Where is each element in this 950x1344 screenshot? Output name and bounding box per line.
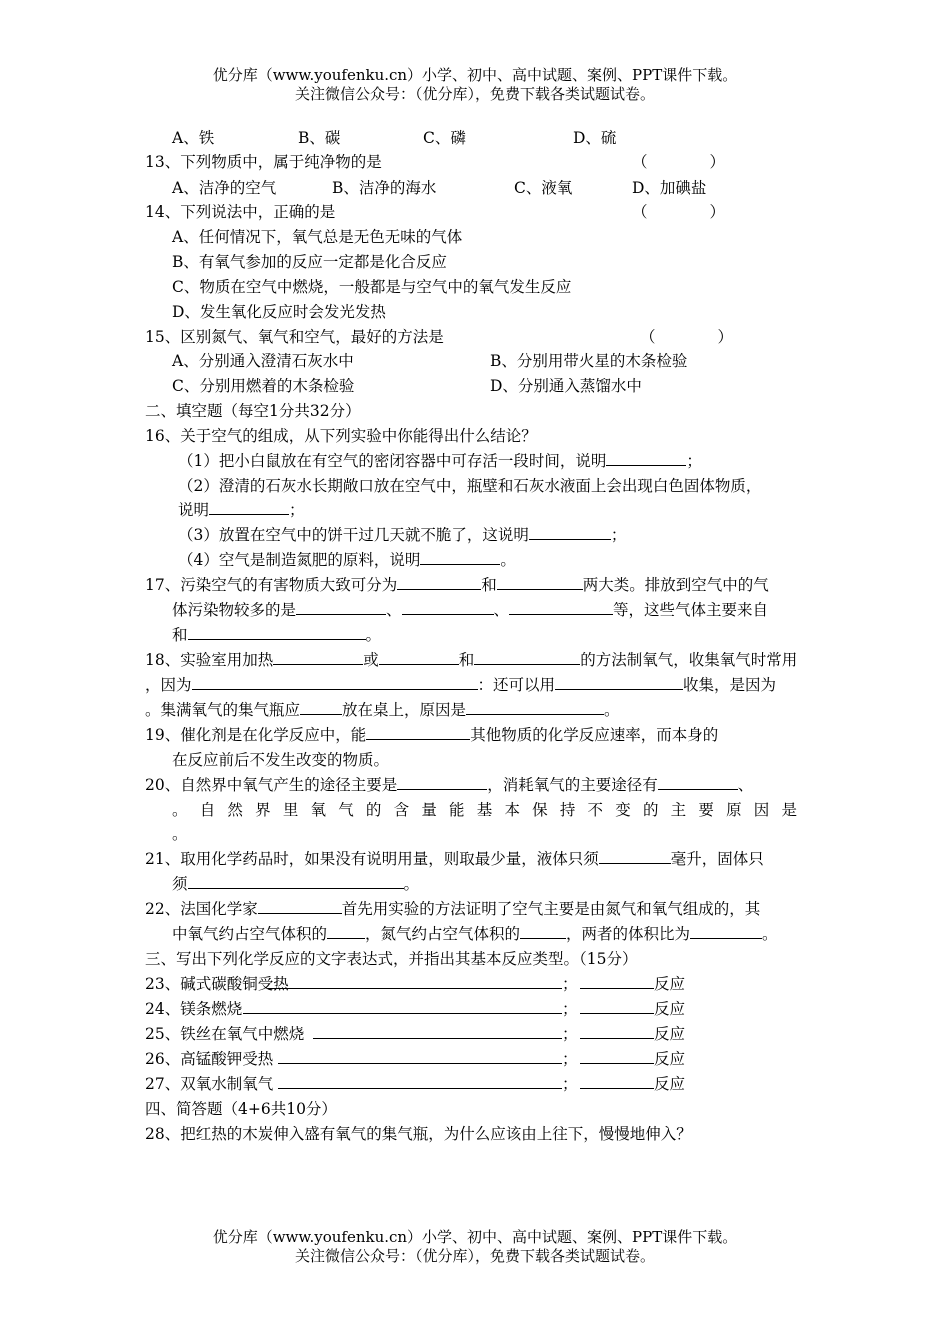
q17-text-c: 两大类。排放到空气中的气	[582, 576, 769, 594]
reaction-label: 24、镁条燃烧	[145, 1000, 243, 1018]
reaction-type-blank[interactable]	[580, 1088, 654, 1089]
q19-line2: 在反应前后不发生改变的物质。	[172, 751, 390, 769]
q18-line3	[145, 700, 620, 720]
reaction-sep: ；	[562, 1075, 578, 1093]
q13-option-b: B、洁净的海水	[332, 179, 437, 197]
q22-blank-2[interactable]	[327, 924, 365, 939]
q18-blank-7[interactable]	[466, 700, 604, 715]
reaction-sep: ；	[562, 975, 578, 993]
q17-blank-1[interactable]	[397, 575, 481, 590]
reaction-type-suffix: 反应	[654, 1075, 686, 1093]
q22-end: 。	[762, 925, 778, 943]
q18-text-f: ：还可以用	[477, 676, 556, 694]
q17-text-b: 和	[481, 576, 497, 594]
q28-stem: 28、把红热的木炭伸入盛有氧气的集气瓶，为什么应该由上往下，慢慢地伸入？	[145, 1125, 692, 1143]
reaction-type-blank[interactable]	[580, 1013, 654, 1014]
q17-line1	[145, 575, 769, 595]
reaction-type-suffix: 反应	[654, 1000, 686, 1018]
q22-blank-1[interactable]	[258, 899, 342, 914]
reaction-sep: ；	[562, 1025, 578, 1043]
q16-part1	[178, 451, 702, 471]
reaction-row	[145, 974, 289, 994]
q18-text-b: 或	[363, 651, 379, 669]
q16-part4	[178, 550, 516, 570]
q18-text-g: 收集，是因为	[683, 676, 777, 694]
q18-blank-1[interactable]	[273, 650, 363, 665]
q22-text-e: ，两者的体积比为	[566, 925, 691, 943]
q17-text-e2: 、	[493, 601, 510, 619]
q20-text-b: ，消耗氧气的主要途径有	[487, 776, 658, 794]
q16-part2-line2	[178, 500, 305, 520]
q20-text-sep: 、	[737, 776, 754, 794]
q22-blank-4[interactable]	[690, 924, 762, 939]
page-header-line1: 优分库（www.youfenku.cn）小学、初中、高中试题、案例、PPT课件下载。	[212, 66, 738, 84]
q18-line1	[145, 650, 797, 670]
page-footer-line1: 优分库（www.youfenku.cn）小学、初中、高中试题、案例、PPT课件下载。	[212, 1228, 738, 1246]
reaction-label: 27、双氧水制氧气	[145, 1075, 274, 1093]
q18-text-d: 的方法制氧气，收集氧气时常用	[580, 651, 798, 669]
q21-blank-2[interactable]	[188, 874, 404, 889]
q16-part3-text: （3）放置在空气中的饼干过几天就不脆了，这说明	[178, 526, 529, 544]
q22-text-d: ，氮气约占空气体积的	[365, 925, 521, 943]
reaction-type-suffix: 反应	[654, 1050, 686, 1068]
q21-end: 。	[403, 875, 420, 893]
q20-line1	[145, 775, 753, 795]
q18-blank-4[interactable]	[192, 675, 478, 690]
q17-text-e1: 、	[386, 601, 402, 619]
q16-part2-end: ；	[289, 501, 305, 519]
q17-blank-5[interactable]	[509, 600, 613, 615]
q17-line2	[172, 600, 768, 620]
q18-text-i: 放在桌上，原因是	[342, 701, 467, 719]
q17-blank-6[interactable]	[188, 625, 366, 640]
q17-text-a: 17、污染空气的有害物质大致可分为	[145, 576, 398, 594]
q14-stem: 14、下列说法中，正确的是	[145, 203, 336, 221]
q12-option-a: A、铁	[172, 129, 215, 147]
q16-part2-line1: （2）澄清的石灰水长期敞口放在空气中，瓶壁和石灰水液面上会出现白色固体物质，	[178, 477, 762, 495]
q17-end: 。	[365, 626, 382, 644]
reaction-sep: ；	[562, 1000, 578, 1018]
q13-option-d: D、加碘盐	[632, 179, 707, 197]
reaction-type-suffix: 反应	[654, 1025, 686, 1043]
reaction-label: 25、铁丝在氧气中燃烧	[145, 1025, 305, 1043]
reaction-equation-blank[interactable]	[278, 1088, 562, 1089]
reaction-type-blank[interactable]	[580, 988, 654, 989]
q14-option-b: B、有氧气参加的反应一定都是化合反应	[172, 253, 447, 271]
q14-answer-paren: （ ）	[632, 203, 726, 221]
q17-line3	[172, 625, 381, 645]
q14-option-a: A、任何情况下，氧气总是无色无味的气体	[172, 228, 463, 246]
q20-line2: 。自然界里氧气的含量能基本保持不变的主要原因是	[172, 801, 804, 819]
q15-option-c: C、分别用燃着的木条检验	[172, 377, 355, 395]
q21-text-a: 21、取用化学药品时，如果没有说明用量，则取最少量，液体只须	[145, 850, 599, 868]
q18-text-e: ，因为	[145, 676, 192, 694]
q16-part1-end: ；	[686, 452, 702, 470]
q18-text-c: 和	[458, 651, 475, 669]
reaction-equation-blank[interactable]	[278, 1063, 562, 1064]
q17-blank-2[interactable]	[497, 575, 583, 590]
section-3-title: 三、写出下列化学反应的文字表达式，并指出其基本反应类型。（15分）	[145, 950, 638, 968]
q19-blank-1[interactable]	[366, 725, 470, 740]
q21-line1	[145, 849, 764, 869]
reaction-row	[145, 1024, 304, 1044]
q18-text-h: 。集满氧气的集气瓶应	[145, 701, 301, 719]
q20-text-a: 20、自然界中氧气产生的途径主要是	[145, 776, 398, 794]
q16-part1-text: （1）把小白鼠放在有空气的密闭容器中可存活一段时间，说明	[178, 452, 607, 470]
q13-stem: 13、下列物质中，属于纯净物的是	[145, 153, 382, 171]
reaction-equation-blank[interactable]	[313, 1038, 562, 1039]
q18-blank-2[interactable]	[379, 650, 459, 665]
q14-option-c: C、物质在空气中燃烧，一般都是与空气中的氧气发生反应	[172, 278, 572, 296]
reaction-sep: ；	[562, 1050, 578, 1068]
q18-text-a: 18、实验室用加热	[145, 651, 274, 669]
q16-blank-4[interactable]	[420, 550, 500, 565]
q16-part2-text: 说明	[178, 501, 210, 519]
q21-text-b: 毫升，固体只	[670, 850, 764, 868]
q16-part3	[178, 525, 626, 545]
q13-option-c: C、液氧	[514, 179, 573, 197]
q12-option-c: C、磷	[423, 129, 466, 147]
q18-blank-3[interactable]	[474, 650, 580, 665]
q13-answer-paren: （ ）	[632, 153, 726, 171]
q16-blank-2[interactable]	[209, 500, 289, 515]
q17-text-g: 和	[172, 626, 188, 644]
q18-blank-5[interactable]	[555, 675, 683, 690]
q13-option-a: A、洁净的空气	[172, 179, 277, 197]
q16-part4-end: 。	[500, 551, 516, 569]
q15-stem: 15、区别氮气、氧气和空气，最好的方法是	[145, 328, 444, 346]
reaction-equation-blank[interactable]	[243, 1013, 562, 1014]
q12-option-b: B、碳	[298, 129, 341, 147]
q19-line1	[145, 725, 718, 745]
reaction-label: 23、碱式碳酸铜受热	[145, 975, 289, 993]
q16-part4-text: （4）空气是制造氮肥的原料，说明	[178, 551, 421, 569]
q17-blank-4[interactable]	[402, 600, 494, 615]
q19-text-b: 其他物质的化学反应速率，而本身的	[470, 726, 719, 744]
q15-option-b: B、分别用带火星的木条检验	[490, 352, 688, 370]
reaction-label: 26、高锰酸钾受热	[145, 1050, 274, 1068]
q22-blank-3[interactable]	[520, 924, 566, 939]
q16-blank-1[interactable]	[606, 451, 686, 466]
page-footer-line2: 关注微信公众号：（优分库），免费下载各类试题试卷。	[294, 1247, 655, 1265]
section-2-title: 二、填空题（每空1分共32分）	[145, 402, 361, 420]
q16-blank-3[interactable]	[529, 525, 611, 540]
q18-blank-6[interactable]	[300, 700, 342, 715]
q22-text-c: 中氧气约占空气体积的	[172, 925, 328, 943]
page-header-line2: 关注微信公众号：（优分库），免费下载各类试题试卷。	[294, 85, 655, 103]
q22-line2	[172, 924, 778, 944]
reaction-row	[145, 1049, 273, 1069]
q17-text-f: 等，这些气体主要来自	[613, 601, 769, 619]
q15-option-d: D、分别通入蒸馏水中	[490, 377, 642, 395]
q21-text-c: 须	[172, 875, 188, 893]
reaction-type-blank[interactable]	[580, 1038, 654, 1039]
q14-option-d: D、发生氧化反应时会发光发热	[172, 303, 386, 321]
q18-end: 。	[604, 701, 620, 719]
q20-blank-1[interactable]	[397, 775, 487, 790]
q16-part3-end: ；	[610, 526, 627, 544]
q20-line3: 。	[172, 825, 188, 843]
reaction-row	[145, 1074, 273, 1094]
q17-blank-3[interactable]	[296, 600, 386, 615]
q21-line2	[172, 874, 419, 894]
q15-answer-paren: （ ）	[640, 328, 734, 346]
reaction-type-blank[interactable]	[580, 1063, 654, 1064]
reaction-equation-blank[interactable]	[268, 988, 562, 989]
q21-blank-1[interactable]	[599, 849, 671, 864]
q22-line1	[145, 899, 760, 919]
q22-text-b: 首先用实验的方法证明了空气主要是由氮气和氧气组成的，其	[341, 900, 761, 918]
q17-text-d: 体污染物较多的是	[172, 601, 297, 619]
section-4-title: 四、简答题（4+6共10分）	[145, 1100, 337, 1118]
reaction-type-suffix: 反应	[654, 975, 686, 993]
q18-line2	[145, 675, 776, 695]
q22-text-a: 22、法国化学家	[145, 900, 258, 918]
reaction-row	[145, 999, 242, 1019]
q16-stem: 16、关于空气的组成，从下列实验中你能得出什么结论？	[145, 427, 537, 445]
q12-option-d: D、硫	[573, 129, 617, 147]
q15-option-a: A、分别通入澄清石灰水中	[172, 352, 354, 370]
q19-text-a: 19、催化剂是在化学反应中，能	[145, 726, 367, 744]
q20-blank-2[interactable]	[658, 775, 738, 790]
